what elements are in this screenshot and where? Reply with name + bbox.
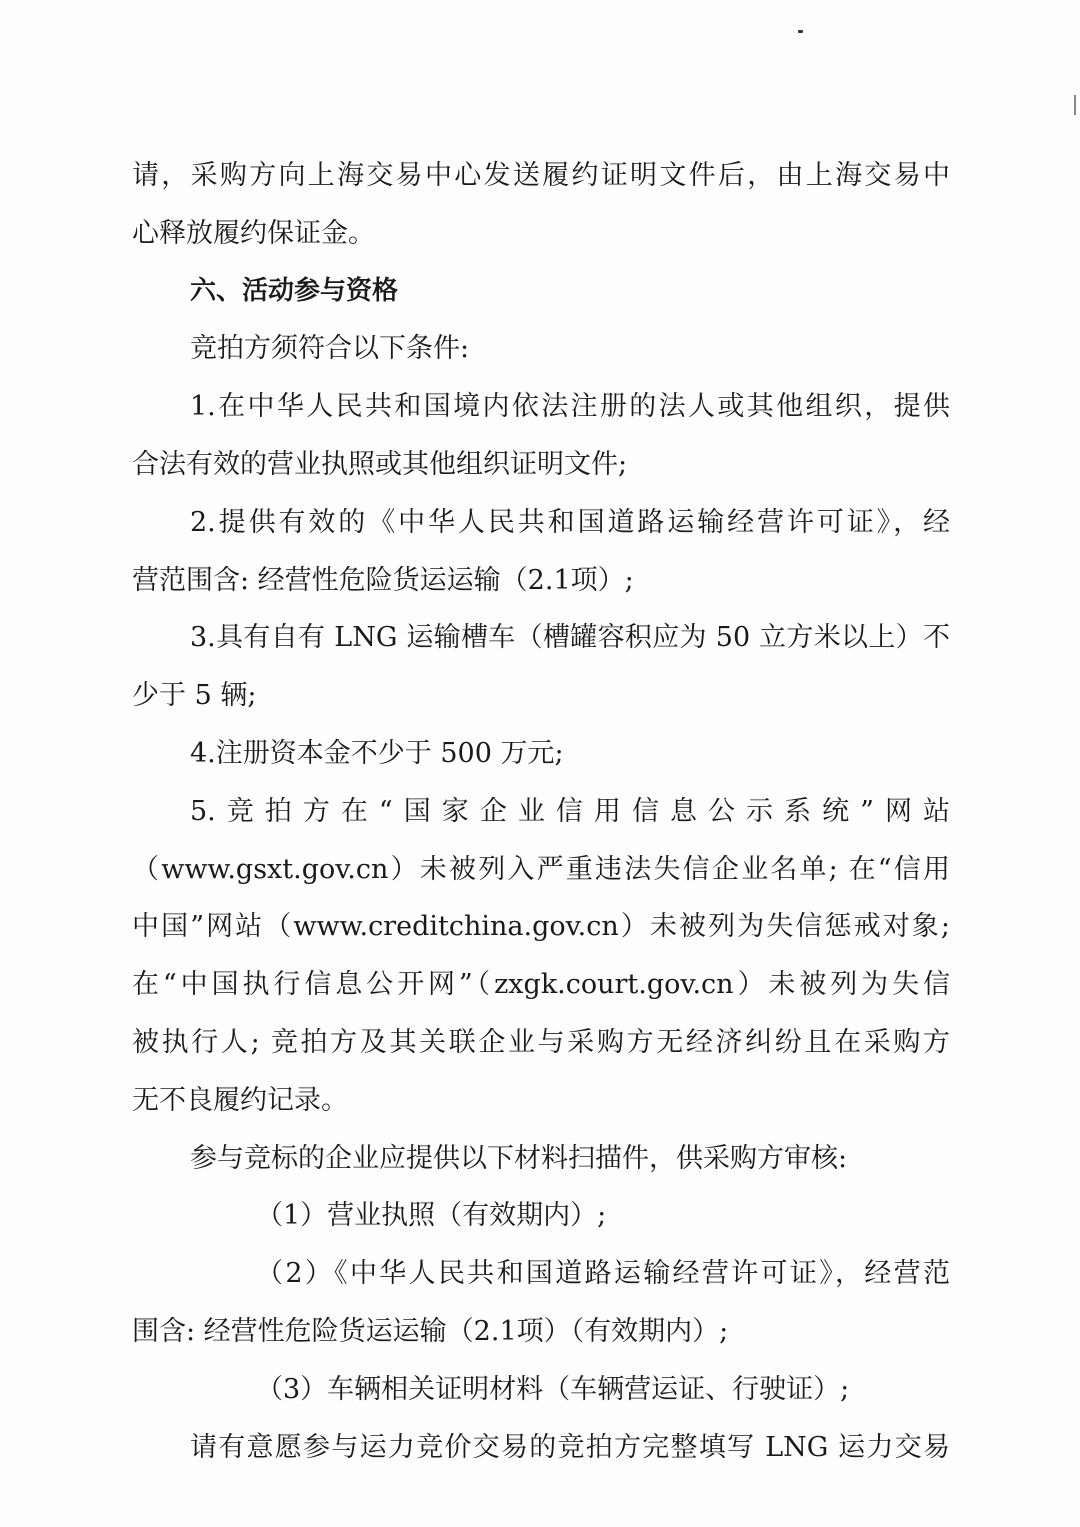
paragraph-line: 参与竞标的企业应提供以下材料扫描件，供采购方审核: — [190, 1142, 848, 1174]
list-item-1-line: 1.在中华人民共和国境内依法注册的法人或其他组织，提供 — [190, 391, 950, 423]
list-item-1-line: 合法有效的营业执照或其他组织证明文件; — [132, 448, 628, 480]
list-item-4-line: 4.注册资本金不少于 500 万元; — [190, 737, 564, 769]
list-item-5-line: 被执行人; 竞拍方及其关联企业与采购方无经济纠纷且在采购方 — [132, 1026, 950, 1058]
paragraph-line: 竞拍方须符合以下条件: — [190, 333, 470, 365]
list-item-3-line: 少于 5 辆; — [132, 680, 257, 712]
material-item-1: （1）营业执照（有效期内）; — [256, 1200, 607, 1232]
material-item-3: （3）车辆相关证明材料（车辆营运证、行驶证）; — [256, 1373, 850, 1405]
paragraph-line: 请，采购方向上海交易中心发送履约证明文件后，由上海交易中 — [132, 160, 950, 191]
list-item-2-line: 2.提供有效的《中华人民共和国道路运输经营许可证》，经 — [190, 506, 950, 538]
material-item-2-line: （2）《中华人民共和国道路运输经营许可证》，经营范 — [256, 1258, 950, 1290]
section-heading: 六、活动参与资格 — [190, 275, 399, 306]
scan-edge-mark — [1074, 95, 1076, 115]
document-body — [132, 147, 950, 1476]
list-item-5-line: （www.gsxt.gov.cn）未被列入严重违法失信企业名单; 在“信用 — [132, 853, 950, 885]
list-item-5-line: 中国”网站（www.creditchina.gov.cn）未被列为失信惩戒对象; — [132, 911, 950, 943]
material-item-2-line: 围含: 经营性危险货运运输（2.1项）（有效期内）; — [132, 1315, 729, 1347]
paragraph-line: 心释放履约保证金。 — [132, 217, 375, 249]
list-item-5-line: 无不良履约记录。 — [132, 1084, 348, 1116]
list-item-5-line: 在“中国执行信息公开网”（zxgk.court.gov.cn）未被列为失信 — [132, 969, 950, 1001]
list-item-3-line: 3.具有自有 LNG 运输槽车（槽罐容积应为 50 立方米以上）不 — [190, 622, 950, 654]
list-item-5-line: 5.竞拍方在“国家企业信用信息公示系统”网站 — [190, 795, 950, 827]
list-item-2-line: 营范围含: 经营性危险货运运输（2.1项）; — [132, 564, 634, 596]
scan-mark — [798, 30, 803, 33]
paragraph-line: 请有意愿参与运力竞价交易的竞拍方完整填写 LNG 运力交易 — [190, 1431, 950, 1463]
